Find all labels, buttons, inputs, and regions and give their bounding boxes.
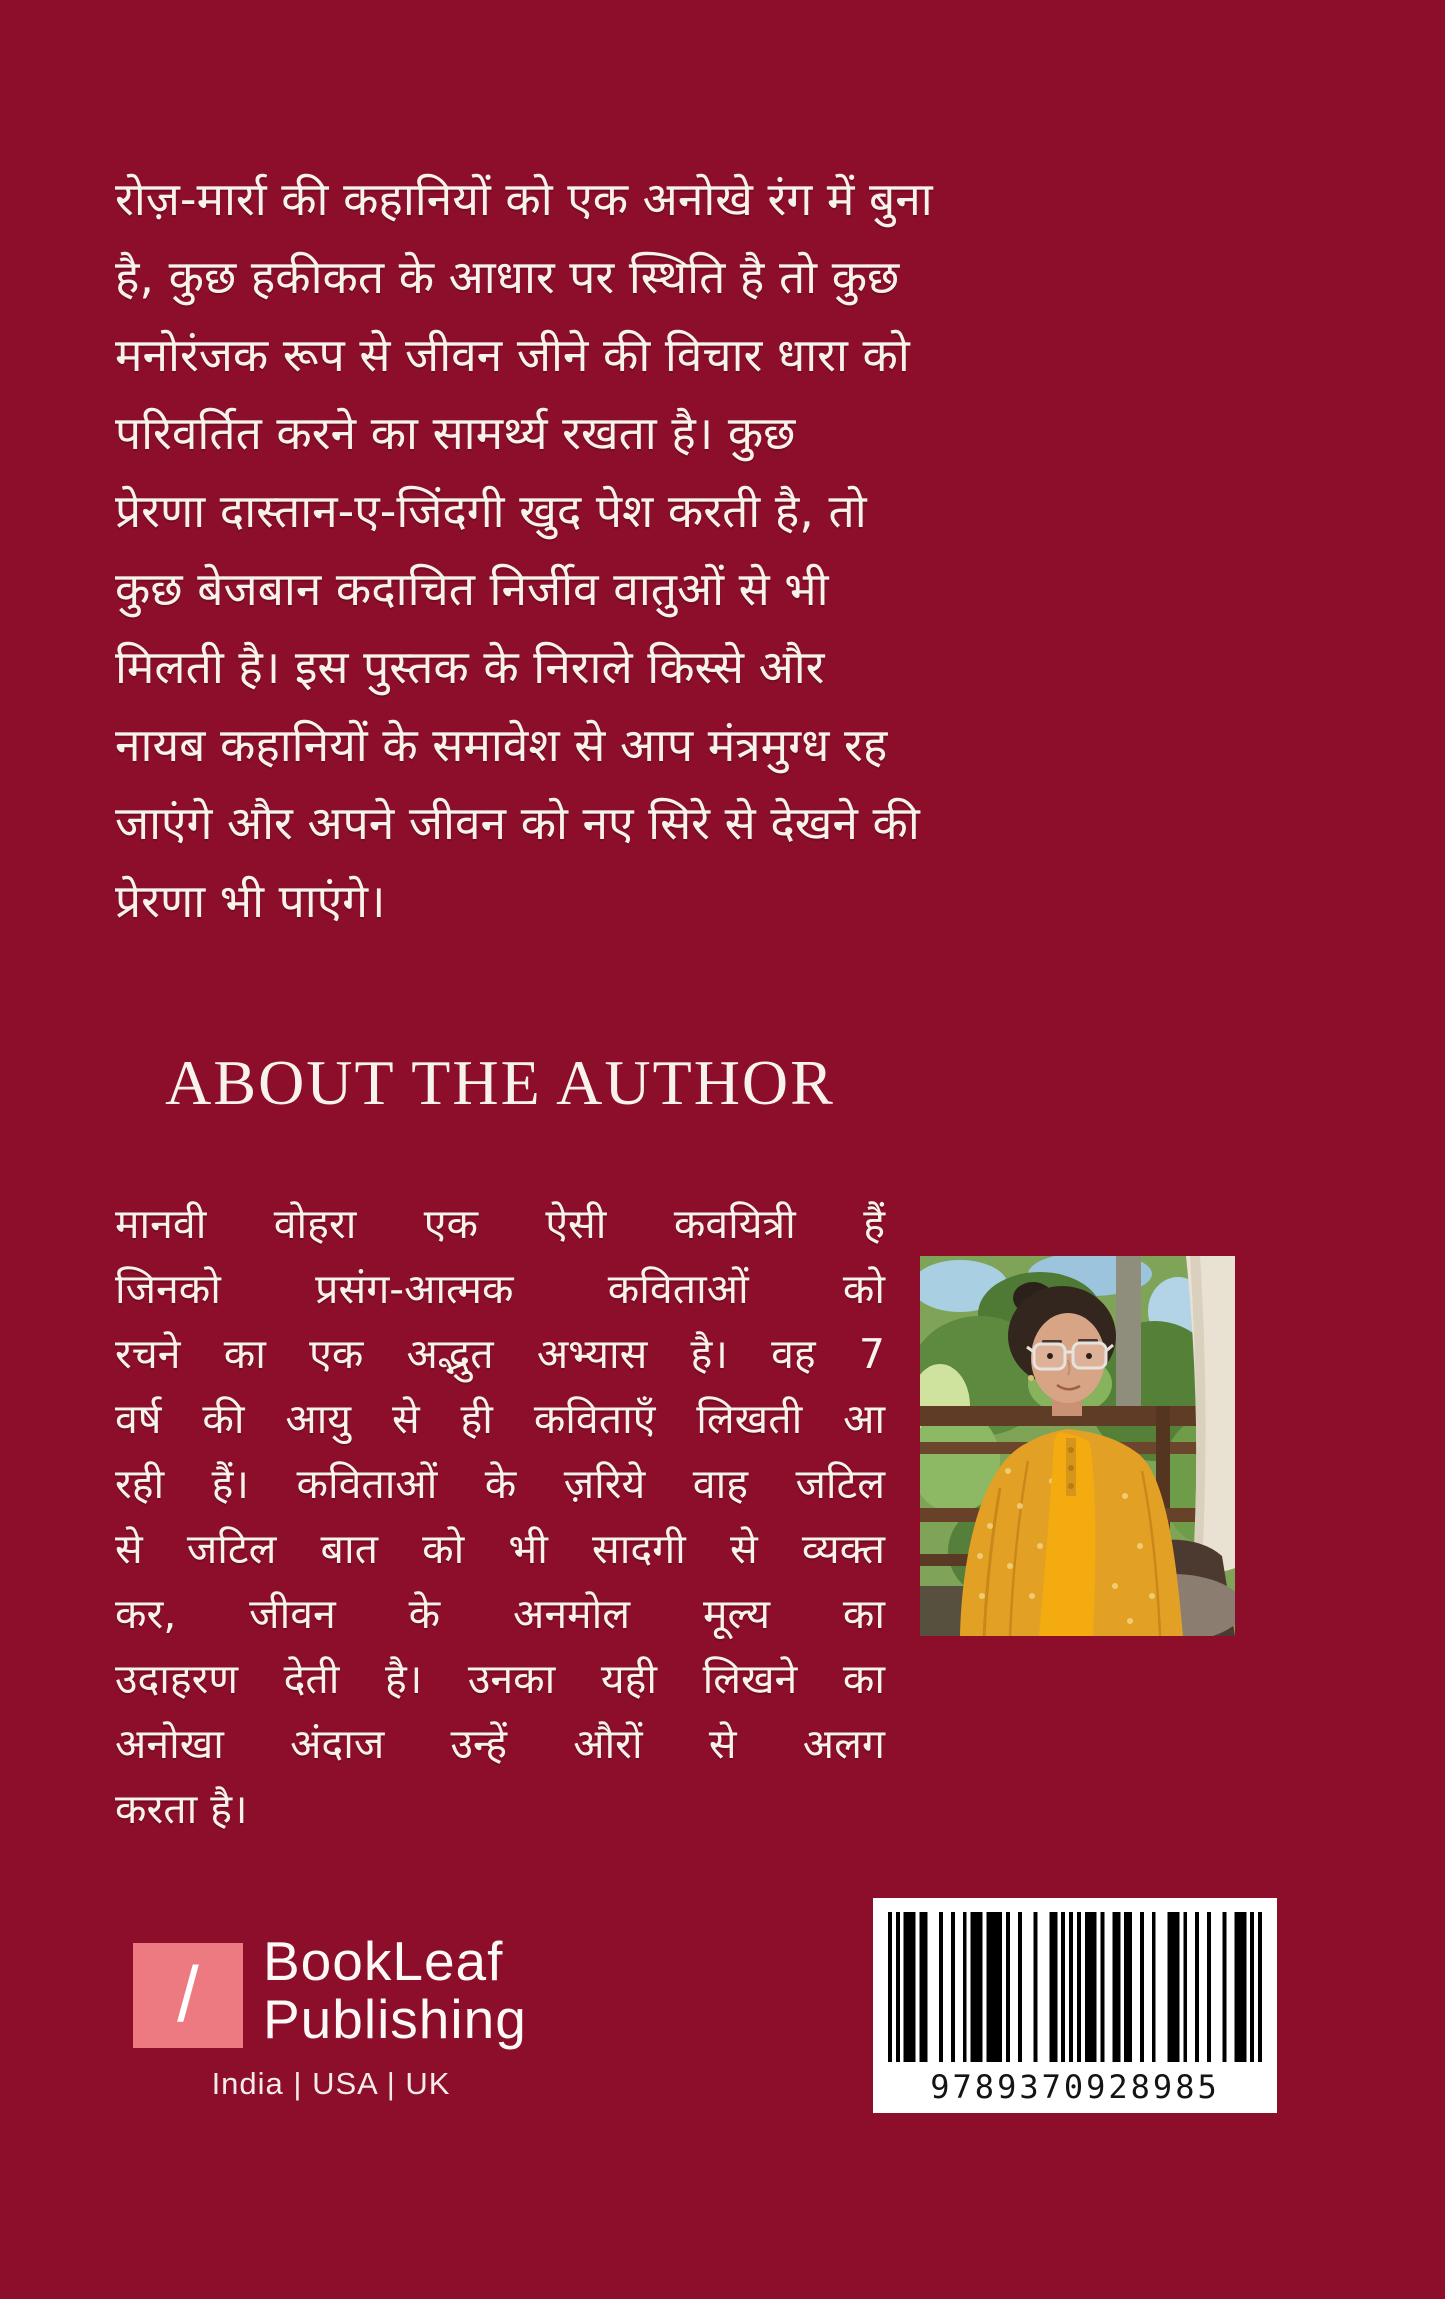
bio-line: रचने का एक अद्भुत अभ्यास है। वह 7 bbox=[115, 1330, 885, 1378]
publisher-countries: India | USA | UK bbox=[211, 2066, 451, 2101]
bio-line: वर्ष की आयु से ही कविताएँ लिखती आ bbox=[115, 1395, 885, 1443]
author-photo bbox=[920, 1256, 1235, 1636]
bio-line: करता है। bbox=[115, 1785, 248, 1833]
bio-line: रही हैं। कविताओं के ज़रिये वाह जटिल bbox=[115, 1460, 885, 1508]
synopsis bbox=[115, 160, 933, 940]
synopsis-line: रोज़-मार्रा की कहानियों को एक अनोखे रंग में बुना bbox=[115, 172, 933, 226]
synopsis-line: मनोरंजक रूप से जीवन जीने की विचार धारा को bbox=[115, 328, 910, 382]
synopsis-line: परिवर्तित करने का सामर्थ्य रखता है। कुछ bbox=[115, 406, 796, 460]
synopsis-line: प्रेरणा भी पाएंगे। bbox=[115, 874, 386, 928]
synopsis-line: मिलती है। इस पुस्तक के निराले किस्से और bbox=[115, 640, 825, 694]
slash-icon: / bbox=[177, 1949, 199, 2038]
bio-line: उदाहरण देती है। उनका यही लिखने का bbox=[115, 1655, 885, 1703]
barcode-bars bbox=[888, 1912, 1262, 2062]
barcode bbox=[873, 1898, 1277, 2113]
isbn-number: 9789370928985 bbox=[930, 2068, 1220, 2106]
about-author-heading: ABOUT THE AUTHOR bbox=[165, 1047, 835, 1118]
synopsis-line: कुछ बेजबान कदाचित निर्जीव वातुओं से भी bbox=[115, 562, 829, 616]
author-bio bbox=[115, 1192, 885, 1842]
bio-line: से जटिल बात को भी सादगी से व्यक्त bbox=[115, 1525, 885, 1573]
bio-line: कर, जीवन के अनमोल मूल्य का bbox=[115, 1590, 885, 1638]
synopsis-line: प्रेरणा दास्तान-ए-जिंदगी खुद पेश करती है, तो bbox=[115, 484, 867, 538]
publisher-logo bbox=[133, 1943, 243, 2048]
publisher-name-line1: BookLeaf bbox=[263, 1930, 504, 1992]
synopsis-line: जाएंगे और अपने जीवन को नए सिरे से देखने की bbox=[115, 796, 920, 850]
bio-line: मानवी वोहरा एक ऐसी कवयित्री हैं bbox=[115, 1200, 885, 1248]
synopsis-line: नायब कहानियों के समावेश से आप मंत्रमुग्ध रह bbox=[115, 718, 888, 772]
bio-line: अनोखा अंदाज उन्हें औरों से अलग bbox=[115, 1720, 885, 1768]
synopsis-line: है, कुछ हकीकत के आधार पर स्थिति है तो कुछ bbox=[115, 250, 900, 304]
bio-line: जिनको प्रसंग-आत्मक कविताओं को bbox=[115, 1265, 885, 1313]
publisher-name bbox=[263, 1932, 527, 2048]
publisher-name-line2: Publishing bbox=[263, 1988, 527, 2050]
